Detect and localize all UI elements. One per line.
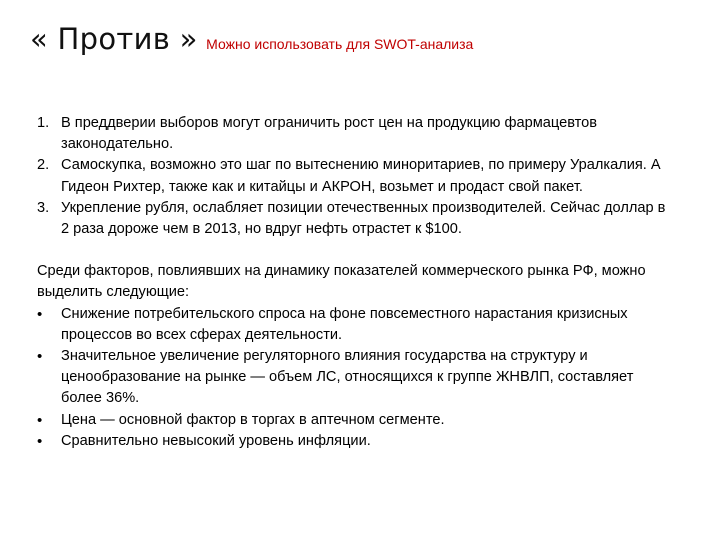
intro-paragraph: Среди факторов, повлиявших на динамику показателей коммерческого рынка РФ, можно выделить следующие: <box>37 263 646 301</box>
numbered-item <box>37 198 677 240</box>
slide-subtitle: Можно использовать для SWOT-анализа <box>206 36 474 52</box>
bullet-item-text: Значительное увеличение регуляторного влияния государства на структуру и ценообразование на рынке — объем ЛС, относящихся к группе ЖНВЛП, составляет более 36%. <box>61 348 634 407</box>
list-number: 3. <box>37 199 50 216</box>
numbered-item-text: Укрепление рубля, ослабляет позиции отечественных производителей. Сейчас доллар в 2 раза дороже чем в 2013, но вдруг нефть отрастет к $100. <box>61 199 666 238</box>
bullet-item <box>37 304 677 346</box>
list-number: 2. <box>37 157 50 174</box>
bullet-item-text: Цена — основной фактор в торгах в аптечном сегменте. <box>61 411 445 428</box>
bullet-item-text: Сравнительно невысокий уровень инфляции. <box>61 432 371 449</box>
bullet-icon: • <box>37 305 43 323</box>
bullet-item-text: Снижение потребительского спроса на фоне повсеместного нарастания кризисных процессов во всех сферах деятельности. <box>61 305 628 343</box>
numbered-item-text: Самоскупка, возможно это шаг по вытеснению миноритариев, по примеру Уралкалия. А Гидеон Рихтер, также как и китайцы и АКРОН, возьмет и продаст свой пакет. <box>61 157 661 195</box>
numbered-item <box>37 155 677 197</box>
bullet-list <box>37 304 677 452</box>
numbered-item-text: В преддверии выборов могут ограничить рост цен на продукцию фармацевтов законодательно. <box>61 115 598 153</box>
bullet-item <box>37 431 677 452</box>
numbered-list <box>37 113 677 240</box>
bullet-item <box>37 410 677 431</box>
title-row <box>30 22 473 56</box>
bullet-icon: • <box>37 432 43 450</box>
slide-title: « Против » <box>30 22 198 56</box>
numbered-item <box>37 113 677 155</box>
bullet-item <box>37 346 677 410</box>
bullet-icon: • <box>37 411 43 429</box>
slide-body <box>37 113 677 452</box>
bullet-icon: • <box>37 348 43 366</box>
list-number: 1. <box>37 115 50 131</box>
